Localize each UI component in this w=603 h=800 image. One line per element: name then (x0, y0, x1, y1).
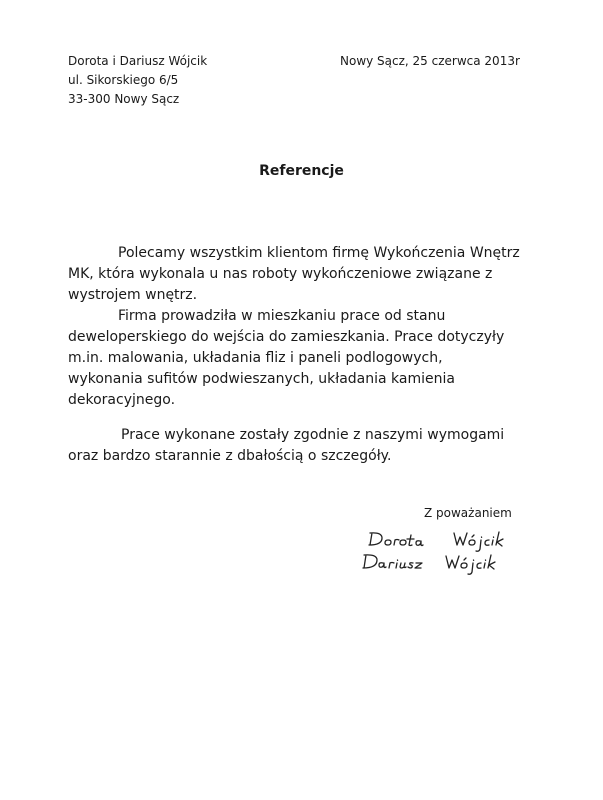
letter-body (68, 243, 588, 467)
closing-phrase: Z poważaniem (424, 506, 512, 520)
paragraph-gap (68, 411, 588, 425)
handwritten-signature (358, 525, 538, 575)
sender-name: Dorota i Dariusz Wójcik (68, 54, 208, 68)
paragraph-3-line-1: Prace wykonane zostały zgodnie z naszymi wymogami (121, 427, 505, 443)
paragraph-1-line-1: Polecamy wszystkim klientom firmę Wykończenia Wnętrz (118, 245, 520, 261)
paragraph-2-line-1: Firma prowadziła w mieszkaniu prace od stanu (118, 308, 446, 324)
date-line: Nowy Sącz, 25 czerwca 2013r (340, 54, 520, 68)
sender-street: ul. Sikorskiego 6/5 (68, 73, 179, 87)
paragraph-2-line-4: wykonania sufitów podwieszanych, układania kamienia (68, 371, 455, 387)
paragraph-2-line-2: deweloperskiego do wejścia do zamieszkania. Prace dotyczyły (68, 329, 505, 345)
sender-address (68, 52, 207, 109)
paragraph-3-line-2: oraz bardzo starannie z dbałością o szczegóły. (68, 448, 392, 464)
sender-city: 33-300 Nowy Sącz (68, 92, 180, 106)
paragraph-2-line-3: m.in. malowania, układania fliz i paneli podlogowych, (68, 350, 443, 366)
paragraph-1-line-2: MK, która wykonala u nas roboty wykończeniowe związane z (68, 266, 493, 282)
paragraph-2-line-5: dekoracyjnego. (68, 392, 176, 408)
document-title: Referencje (259, 163, 344, 179)
paragraph-1-line-3: wystrojem wnętrz. (68, 287, 198, 303)
